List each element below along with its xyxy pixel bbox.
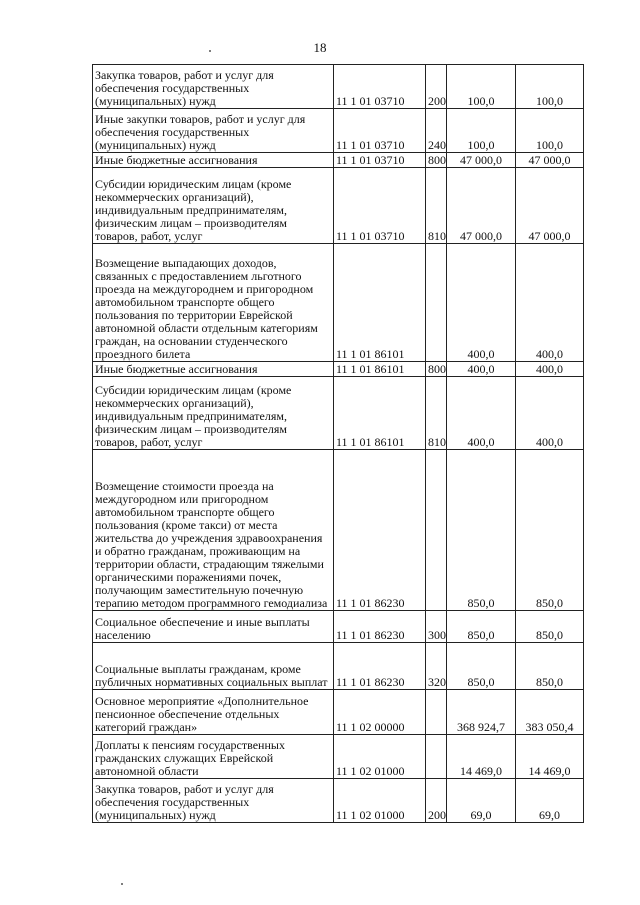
row-code: 11 1 01 86230 xyxy=(334,643,426,690)
row-code: 11 1 01 86101 xyxy=(334,362,426,377)
table-row xyxy=(93,643,584,690)
row-amount-year1: 100,0 xyxy=(447,109,516,153)
row-code: 11 1 02 00000 xyxy=(334,690,426,735)
row-expense-type: 300 xyxy=(426,611,447,643)
row-name: Закупка товаров, работ и услуг для обеспечения государственных (муниципальных) нужд xyxy=(93,65,334,109)
row-amount-year1: 100,0 xyxy=(447,65,516,109)
row-amount-year1: 69,0 xyxy=(447,779,516,823)
table-row xyxy=(93,153,584,168)
row-amount-year1: 368 924,7 xyxy=(447,690,516,735)
table-row xyxy=(93,168,584,244)
row-amount-year1: 850,0 xyxy=(447,450,516,611)
row-amount-year1: 400,0 xyxy=(447,377,516,450)
table-row xyxy=(93,244,584,362)
row-name: Иные бюджетные ассигнования xyxy=(93,153,334,168)
row-expense-type xyxy=(426,450,447,611)
row-code: 11 1 01 86101 xyxy=(334,244,426,362)
row-name: Возмещение выпадающих доходов, связанных с предоставлением льготного проезда на междугороднем и пригородном автомобильном транспорте общего пользования по территории Еврейской автономной области отдельным категориям граждан, на основании студенческого проездного билета xyxy=(93,244,334,362)
row-amount-year2: 850,0 xyxy=(516,643,584,690)
table-row xyxy=(93,377,584,450)
row-code: 11 1 01 86230 xyxy=(334,450,426,611)
row-expense-type xyxy=(426,690,447,735)
table-row xyxy=(93,690,584,735)
row-code: 11 1 02 01000 xyxy=(334,779,426,823)
row-amount-year2: 850,0 xyxy=(516,450,584,611)
scan-speck xyxy=(209,50,211,52)
row-amount-year2: 400,0 xyxy=(516,377,584,450)
row-expense-type: 200 xyxy=(426,779,447,823)
row-amount-year2: 47 000,0 xyxy=(516,168,584,244)
row-name: Основное мероприятие «Дополнительное пенсионное обеспечение отдельных категорий граждан» xyxy=(93,690,334,735)
table-row xyxy=(93,65,584,109)
row-name: Субсидии юридическим лицам (кроме некоммерческих организаций), индивидуальным предпринимателям, физическим лицам – производителям товаров, работ, услуг xyxy=(93,377,334,450)
page-number: 18 xyxy=(313,40,327,55)
row-amount-year1: 850,0 xyxy=(447,611,516,643)
row-code: 11 1 01 03710 xyxy=(334,168,426,244)
row-amount-year1: 14 469,0 xyxy=(447,735,516,779)
row-amount-year2: 383 050,4 xyxy=(516,690,584,735)
row-amount-year2: 14 469,0 xyxy=(516,735,584,779)
row-name: Иные бюджетные ассигнования xyxy=(93,362,334,377)
row-expense-type: 800 xyxy=(426,153,447,168)
row-name: Доплаты к пенсиям государственных гражданских служащих Еврейской автономной области xyxy=(93,735,334,779)
row-expense-type: 800 xyxy=(426,362,447,377)
row-code: 11 1 01 86101 xyxy=(334,377,426,450)
table-row xyxy=(93,735,584,779)
row-code: 11 1 01 03710 xyxy=(334,109,426,153)
row-amount-year2: 100,0 xyxy=(516,109,584,153)
row-amount-year2: 850,0 xyxy=(516,611,584,643)
row-amount-year1: 850,0 xyxy=(447,643,516,690)
table-row xyxy=(93,779,584,823)
row-expense-type xyxy=(426,735,447,779)
row-name: Иные закупки товаров, работ и услуг для обеспечения государственных (муниципальных) нужд xyxy=(93,109,334,153)
row-name: Субсидии юридическим лицам (кроме некоммерческих организаций), индивидуальным предпринимателям, физическим лицам – производителям товаров, работ, услуг xyxy=(93,168,334,244)
row-name: Закупка товаров, работ и услуг для обеспечения государственных (муниципальных) нужд xyxy=(93,779,334,823)
budget-table xyxy=(92,64,584,823)
row-amount-year2: 100,0 xyxy=(516,65,584,109)
row-amount-year2: 47 000,0 xyxy=(516,153,584,168)
row-amount-year1: 400,0 xyxy=(447,362,516,377)
row-amount-year1: 400,0 xyxy=(447,244,516,362)
row-expense-type: 810 xyxy=(426,168,447,244)
row-expense-type: 200 xyxy=(426,65,447,109)
row-expense-type: 240 xyxy=(426,109,447,153)
table-row xyxy=(93,362,584,377)
table-row xyxy=(93,611,584,643)
row-amount-year1: 47 000,0 xyxy=(447,153,516,168)
table-row xyxy=(93,450,584,611)
row-expense-type xyxy=(426,244,447,362)
row-amount-year1: 47 000,0 xyxy=(447,168,516,244)
row-amount-year2: 400,0 xyxy=(516,362,584,377)
row-name: Социальные выплаты гражданам, кроме публичных нормативных социальных выплат xyxy=(93,643,334,690)
row-amount-year2: 69,0 xyxy=(516,779,584,823)
row-code: 11 1 01 03710 xyxy=(334,65,426,109)
row-code: 11 1 01 86230 xyxy=(334,611,426,643)
row-code: 11 1 01 03710 xyxy=(334,153,426,168)
row-name: Возмещение стоимости проезда на междугородном или пригородном автомобильном транспорте общего пользования (кроме такси) от места жительства до учреждения здравоохранения и обратно гражданам, проживающим на территории области, страдающим тяжелыми органическими поражениями почек, получающим заместительную почечную терапию методом программного гемодиализа xyxy=(93,450,334,611)
row-expense-type: 320 xyxy=(426,643,447,690)
row-code: 11 1 02 01000 xyxy=(334,735,426,779)
table-row xyxy=(93,109,584,153)
row-expense-type: 810 xyxy=(426,377,447,450)
scan-speck xyxy=(121,883,123,885)
row-amount-year2: 400,0 xyxy=(516,244,584,362)
row-name: Социальное обеспечение и иные выплаты населению xyxy=(93,611,334,643)
budget-table-body xyxy=(93,65,584,823)
